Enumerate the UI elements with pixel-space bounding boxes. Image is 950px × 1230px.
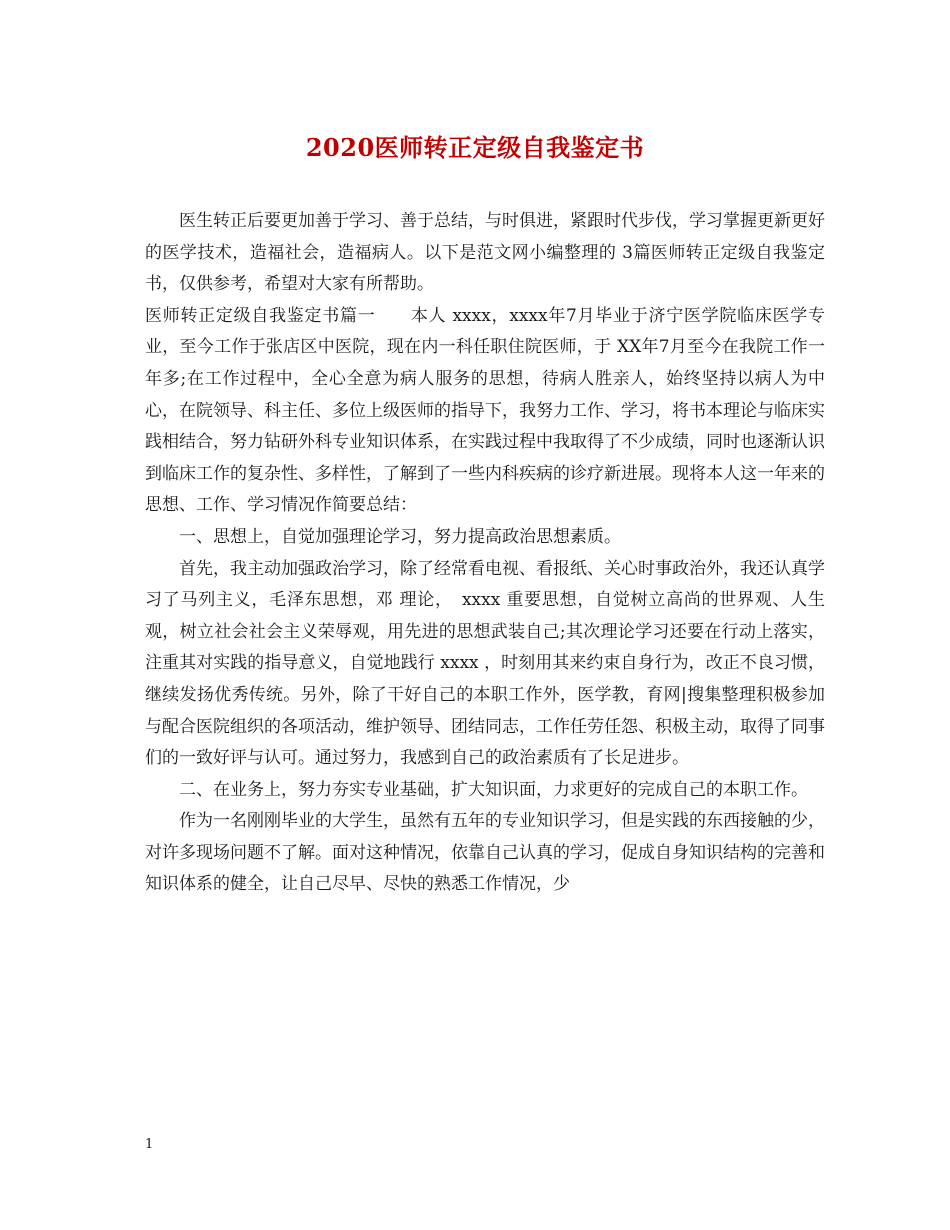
section-one-paragraph: 医师转正定级自我鉴定书篇一 本人 xxxx，xxxx年7月毕业于济宁医学院临床医学专业，至今工作于张店区中医院，现在内一科任职住院医师，于 XX年7月至今在我院工作一年多;在工作过程中，全心全意为病人服务的思想，待病人胜亲人，始终坚持以病人为中心，在院领导、科主任、多位上级医师的指导下，我努力工作、学习，将书本理论与临床实践相结合，努力钻研外科专业知识体系，在实践过程中我取得了不少成绩，同时也逐渐认识到临床工作的复杂性、多样性，了解到了一些内科疾病的诊疗新进展。现将本人这一年来的思想、工作、学习情况作简要总结： [145, 305, 825, 516]
heading-thought-paragraph: 一、思想上，自觉加强理论学习，努力提高政治思想素质。 [179, 526, 621, 547]
heading-business-paragraph: 二、在业务上，努力夯实专业基础，扩大知识面，力求更好的完成自己的本职工作。 [179, 779, 808, 800]
graduate-paragraph: 作为一名刚刚毕业的大学生，虽然有五年的专业知识学习，但是实践的东西接触的少，对许多现场问题不了解。面对这种情况，依靠自己认真的学习，促成自身知识结构的完善和知识体系的健全，让自己尽早、尽快的熟悉工作情况，少 [145, 811, 825, 895]
document-body [145, 206, 825, 901]
page-number: 1 [145, 1137, 154, 1152]
intro-paragraph: 医生转正后要更加善于学习、善于总结，与时俱进，紧跟时代步伐，学习掌握更新更好的医学技术，造福社会，造福病人。以下是范文网小编整理的 3篇医师转正定级自我鉴定书，仅供参考，希望对大家有所帮助。 [145, 211, 825, 295]
document-title: 2020医师转正定级自我鉴定书 [305, 133, 645, 162]
political-study-paragraph: 首先，我主动加强政治学习，除了经常看电视、看报纸、关心时事政治外，我还认真学习了马列主义，毛泽东思想，邓 理论， xxxx 重要思想，自觉树立高尚的世界观、人生观，树立社会社会主义荣辱观，用先进的思想武装自己;其次理论学习还要在行动上落实，注重其对实践的指导意义，自觉地践行 xxxx ，时刻用其来约束自身行为，改正不良习惯，继续发扬优秀传统。另外，除了干好自己的本职工作外，医学教，育网|搜集整理积极参加与配合医院组织的各项活动，维护领导、团结同志，工作任劳任怨、积极主动，取得了同事们的一致好评与认可。通过努力，我感到自己的政治素质有了长足进步。 [145, 558, 825, 769]
